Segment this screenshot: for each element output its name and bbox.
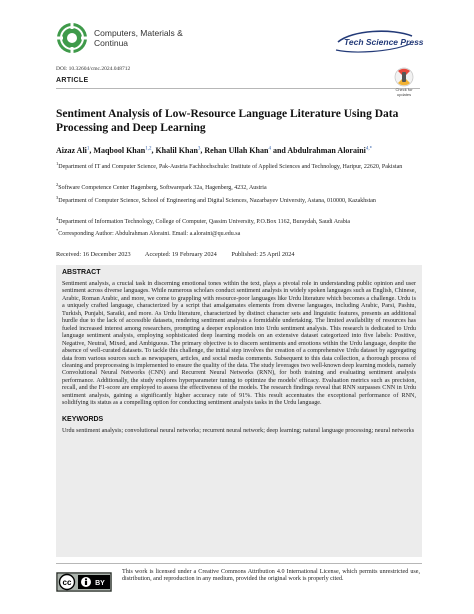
keywords-heading: KEYWORDS (62, 415, 104, 423)
journal-name-line2: Continua (94, 38, 129, 48)
author-affiliation-sup: 4 (268, 146, 271, 152)
check-for-updates-label[interactable] (386, 88, 422, 97)
affiliation-text: Department of Information Technology, College of Computer, Qassim University, P.O.Box 1162, Buraydah, Saudi Arabia (58, 219, 351, 225)
affiliation-sup: 1 (56, 161, 59, 166)
author-name[interactable]: Rehan Ullah Khan (204, 146, 269, 155)
affiliation-sup: 2 (56, 182, 59, 187)
author-affiliation-sup: 4,* (365, 146, 373, 152)
affiliation-sup: 3 (56, 195, 59, 200)
abstract-text: Sentiment analysis, a crucial task in discerning emotional tones within the text, plays a pivotal role in understanding public opinion and user sentiment across diverse languages. While numerous scholars conduct sentiment analysis in widely spoken languages such as English, Chinese, Arabic, Roman Arabic, and more, we come to grappling with resource-poor languages like Urdu literature which becomes a challenge. Urdu is a uniquely crafted language, characterized by a script that amalgamates elements from diverse languages, including Arabic, Parsi, Pashtu, Turkish, Punjabi, Saraiki, and more. As Urdu literature, characterized by distinct character sets and linguistic features, presents an additional hurdle due to the lack of accessible datasets, rendering sentiment analysis a formidable undertaking. The limited availability of resources has fueled increased interest among researchers, prompting a deeper exploration into Urdu sentiment analysis. This research is dedicated to Urdu language sentiment analysis, employing sophisticated deep learning models on an extensive dataset categorized into five labels: Positive, Negative, Neutral, Mixed, and Ambiguous. The primary objective is to discern sentiments and emotions within the Urdu language, despite the absence of well-curated datasets. To tackle this challenge, the initial step involves the creation of a comprehensive Urdu dataset by aggregating data from various sources such as newspapers, articles, and social media comments. Subsequent to this data collection, a thorough process of cleaning and preprocessing is implemented to ensure the quality of the data. The study leverages two well-known deep learning models, namely Convolutional Neural Networks (CNN) and Recurrent Neural Networks (RNN), for both training and evaluating sentiment analysis performance. Additionally, the study explores hyperparameter tuning to optimize the models' efficacy. Evaluation metrics such as precision, recall, and the F1-score are employed to assess the effectiveness of the models. The research findings reveal that RNN surpasses CNN in Urdu sentiment analysis, gaining a significantly higher accuracy rate of 91%. This result accentuates the exceptional performance of RNN, solidifying its status as a compelling option for conducting sentiment analysis tasks in the Urdu language. (62, 281, 416, 407)
publisher-name: Tech Science Press (344, 37, 424, 47)
journal-name-line1: Computers, Materials & (94, 28, 183, 38)
journal-header (0, 0, 474, 56)
author-name[interactable]: Maqbool Khan (93, 146, 146, 155)
check-updates-line1: Check for (395, 87, 413, 92)
affiliation-sup: * (56, 228, 59, 233)
corresponding-author-text[interactable]: Corresponding Author: Abdulrahman Aloraini. Email: a.aloraini@qu.edu.sa (58, 231, 241, 237)
affiliation-text: Software Competence Center Hagenberg, Softwarepark 32a, Hagenberg, 4232, Austria (58, 185, 267, 191)
article-type-label: ARTICLE (56, 77, 89, 84)
author-name[interactable]: Khalil Khan (155, 146, 198, 155)
affiliation-sup: 4 (56, 216, 59, 221)
abstract-box (56, 265, 422, 557)
affiliation-text: Department of Computer Science, School of Engineering and Digital Sciences, Nazarbayev University, Astana, 010000, Kazakhstan (58, 198, 376, 204)
journal-logo-icon (56, 22, 88, 54)
author-affiliation-sup: 1,2 (145, 146, 152, 152)
affiliation-2 (56, 181, 418, 193)
received-date: Received: 16 December 2023 (56, 251, 131, 258)
author-affiliation-sup: 3 (197, 146, 201, 152)
footer-divider (56, 563, 422, 564)
author-list: Aizaz Ali$^1$, Maqbool Khan$^{1,2}$, Khalil Khan$^3$, Rehan Ullah Khan$^4$ and Abdulrahman Aloraini$^{4,*}$ (56, 146, 373, 155)
corresponding-author (56, 227, 418, 239)
accepted-date: Accepted: 19 February 2024 (144, 251, 217, 258)
abstract-heading: ABSTRACT (62, 269, 101, 276)
keywords-text: Urdu sentiment analysis; convolutional neural networks; recurrent neural network; deep learning; natural language processing; neural networks (62, 427, 415, 434)
header-divider (56, 88, 420, 89)
published-date: Published: 25 April 2024 (231, 251, 295, 258)
cc-badge-label: BY (95, 580, 105, 587)
affiliation-1 (56, 160, 418, 172)
journal-name (94, 28, 183, 48)
affiliation-text: Department of IT and Computer Science, Pak-Austria Fachhochschule: Institute of Applied Sciences and Technology, Haripur, 22620, Pakistan (58, 164, 403, 170)
article-doi[interactable]: DOI: 10.32604/cmc.2024.048712 (56, 66, 131, 72)
publication-dates (56, 251, 308, 258)
affiliation-4 (56, 215, 418, 227)
author-affiliation-sup: 1 (86, 146, 90, 152)
svg-text:cc: cc (62, 578, 72, 587)
affiliation-3 (56, 194, 418, 206)
check-updates-line2: updates (396, 91, 412, 97)
author-name[interactable]: Aizaz Ali (56, 146, 87, 155)
creative-commons-badge-icon[interactable] (56, 572, 112, 592)
author-name[interactable]: Abdulrahman Aloraini (287, 146, 366, 155)
license-text: This work is licensed under a Creative Commons Attribution 4.0 International License, which permits unrestricted use, distribution, and reproduction in any medium, provided the original work is properly cited. (122, 569, 420, 583)
paper-title: Sentiment Analysis of Low-Resource Language Literature Using Data Processing and Deep Learning (56, 108, 399, 134)
